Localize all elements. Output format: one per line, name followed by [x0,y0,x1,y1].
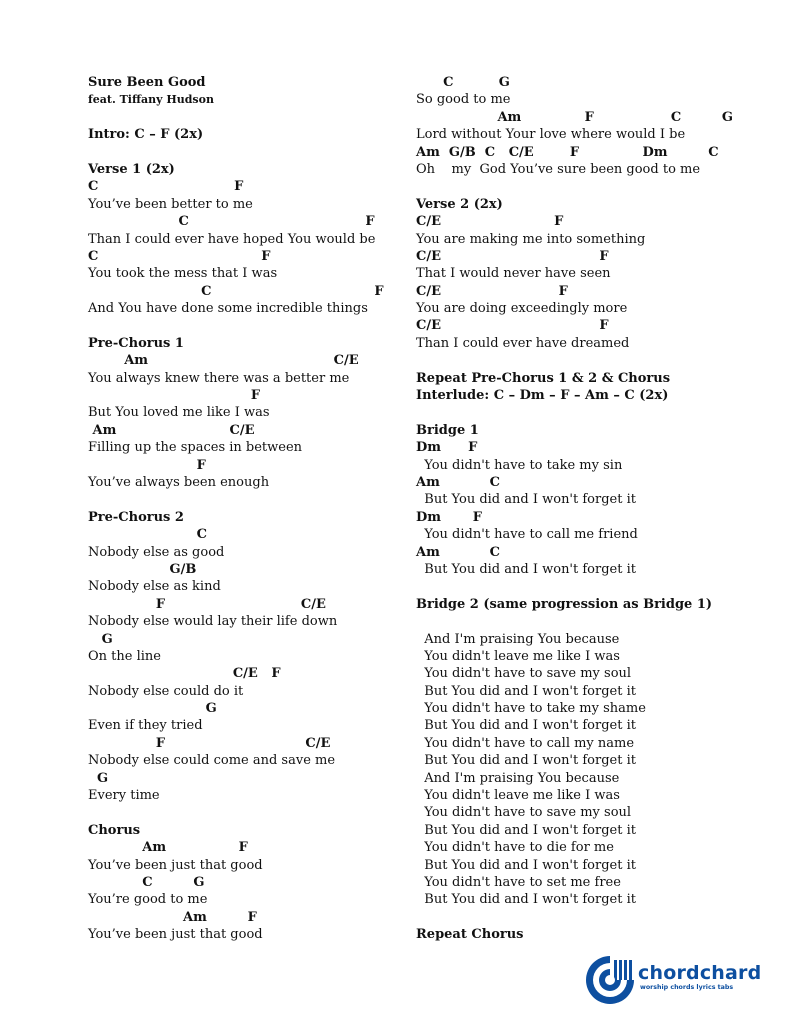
right-lyric-line: Lord without Your love where would I be [416,127,686,143]
left-lyric-line: On the line [88,648,161,664]
right-section-heading: Bridge 1 [416,422,479,438]
right-section-heading: Repeat Chorus [416,927,524,943]
right-lyric-line: You didn't leave me like I was [416,788,620,804]
left-lyric-line: You’re good to me [88,892,208,908]
left-chord-line: F [88,388,261,404]
left-chord-line: G/B [88,561,197,577]
right-section-heading: Bridge 2 (same progression as Bridge 1) [416,596,713,612]
left-lyric-line: Even if they tried [88,718,203,734]
left-chord-line: F C/E [88,735,331,751]
left-chord-line: C F [88,248,271,264]
left-chord-line: F C/E [88,596,326,612]
left-lyric-line: Nobody else would lay their life down [88,614,338,630]
right-blank-line [416,613,716,630]
left-chord-line: F [88,457,206,473]
right-lyric-line: Than I could ever have dreamed [416,335,630,351]
right-lyric-line: You didn't have to call my name [416,735,635,751]
right-lyric-line: But You did and I won't forget it [416,892,636,908]
left-section-heading: Intro: C – F (2x) [88,127,204,143]
left-section-heading: Verse 1 (2x) [88,161,175,177]
left-lyric-line: Nobody else as good [88,544,225,560]
right-blank-line [416,178,716,195]
left-lyric-line: And You have done some incredible things [88,301,368,317]
left-section-heading: Pre-Chorus 1 [88,335,184,351]
right-lyric-line: And I'm praising You because [416,631,620,647]
chordchard-logo[interactable] [584,954,764,1008]
right-blank-line [416,578,716,595]
left-song-title: Sure Been Good [88,75,206,90]
right-chord-line: Am C [416,474,500,490]
left-blank-line [88,804,388,821]
right-lyric-line: But You did and I won't forget it [416,857,636,873]
right-lyric-line: But You did and I won't forget it [416,492,636,508]
left-lyric-line: Nobody else could come and save me [88,753,336,769]
right-lyric-line: You didn't have to die for me [416,840,614,856]
left-lyric-line: You took the mess that I was [88,266,278,282]
right-lyric-line: But You did and I won't forget it [416,683,636,699]
left-chord-line: G [88,701,217,717]
left-chord-line: Am F [88,909,257,925]
right-lyric-line: You are doing exceedingly more [416,301,628,317]
right-lyric-line: But You did and I won't forget it [416,561,636,577]
left-lyric-line: Nobody else as kind [88,579,221,595]
left-chord-line: G [88,631,113,647]
right-lyric-line: You didn't have to take my shame [416,701,646,717]
right-chord-line: C/E F [416,283,568,299]
left-lyric-line: You always knew there was a better me [88,370,350,386]
left-lyric-line: But You loved me like I was [88,405,270,421]
left-chord-line: C [88,527,207,543]
right-chord-line: Dm F [416,509,482,525]
right-column [416,74,734,944]
right-lyric-line: That I would never have seen [416,266,611,282]
right-blank-line [416,909,716,926]
right-chord-line: Am G/B C C/E F Dm C [416,144,719,160]
chordchard-logo-icon [584,954,636,1006]
right-chord-line: C/E F [416,318,609,334]
left-blank-line [88,317,388,334]
left-blank-line [88,491,388,508]
left-lyric-line: Nobody else could do it [88,683,244,699]
right-lyric-line: Oh my God You’ve sure been good to me [416,161,701,177]
right-lyric-line: But You did and I won't forget it [416,718,636,734]
left-lyric-line: You’ve been just that good [88,927,263,943]
right-lyric-line: You didn't leave me like I was [416,648,620,664]
right-lyric-line: You didn't have to save my soul [416,666,632,682]
logo-tagline: worship chords lyrics tabs [640,984,734,991]
left-chord-line: Am C/E [88,353,359,369]
right-lyric-line: But You did and I won't forget it [416,753,636,769]
right-lyric-line: So good to me [416,92,511,108]
left-lyric-line: You’ve been just that good [88,857,263,873]
left-chord-line: Am C/E [88,422,255,438]
right-lyric-line: You are making me into something [416,231,646,247]
right-chord-line: C/E F [416,248,609,264]
left-chord-line: Am F [88,840,248,856]
right-lyric-line: You didn't have to call me friend [416,527,638,543]
left-column [88,74,388,944]
left-chord-line: C F [88,179,244,195]
right-lyric-line: You didn't have to take my sin [416,457,623,473]
left-lyric-line: Than I could ever have hoped You would be [88,231,376,247]
right-section-heading: Verse 2 (2x) [416,196,503,212]
right-chord-line: Am F C G [416,109,734,125]
right-chord-line: C/E F [416,214,564,230]
left-song-subtitle: feat. Tiffany Hudson [88,93,214,107]
right-section-heading: Repeat Pre-Chorus 1 & 2 & Chorus [416,370,671,386]
left-blank-line [88,109,388,126]
left-lyric-line: Every time [88,788,160,804]
right-chord-line: Am C [416,544,500,560]
left-chord-line: G [88,770,109,786]
right-lyric-line: You didn't have to set me free [416,874,621,890]
logo-wordmark: chordchard [638,962,762,984]
left-lyric-line: Filling up the spaces in between [88,440,303,456]
right-blank-line [416,352,716,369]
right-section-heading: Interlude: C – Dm – F – Am – C (2x) [416,388,669,404]
left-lyric-line: You’ve been better to me [88,196,253,212]
right-blank-line [416,404,716,421]
left-blank-line [88,144,388,161]
left-section-heading: Chorus [88,822,141,838]
left-chord-line: C F [88,283,384,299]
right-chord-line: C G [416,75,510,90]
left-lyric-line: You’ve always been enough [88,474,270,490]
left-section-heading: Pre-Chorus 2 [88,509,184,525]
left-chord-line: C G [88,874,205,890]
right-lyric-line: And I'm praising You because [416,770,620,786]
right-lyric-line: But You did and I won't forget it [416,822,636,838]
right-lyric-line: You didn't have to save my soul [416,805,632,821]
right-chord-line: Dm F [416,440,478,456]
left-chord-line: C F [88,214,375,230]
left-chord-line: C/E F [88,666,281,682]
